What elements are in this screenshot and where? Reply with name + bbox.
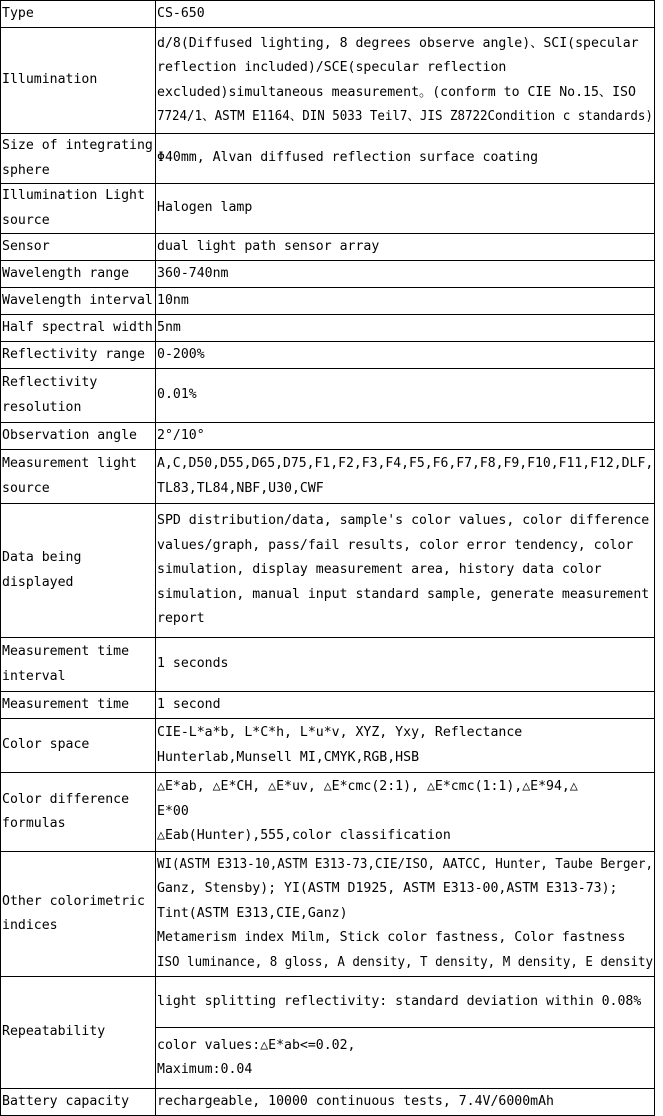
spec-value bbox=[156, 261, 655, 288]
spec-value bbox=[156, 1, 655, 28]
spec-row bbox=[1, 1, 655, 28]
spec-value-line: E*00 bbox=[157, 803, 189, 819]
spec-row bbox=[1, 134, 655, 184]
spec-value bbox=[156, 450, 655, 504]
spec-value-line: dual light path sensor array bbox=[157, 238, 380, 254]
spec-label: Size of integrating sphere bbox=[1, 134, 156, 184]
spec-value-line: △E*ab, △E*CH, △E*uv, △E*cmc(2:1), △E*cmc(1:1),△E*94,△ bbox=[157, 779, 578, 795]
spec-value-line: 2°/10° bbox=[157, 427, 205, 443]
spec-value-line: 360-740nm bbox=[157, 265, 229, 281]
spec-value-line: 5nm bbox=[157, 319, 181, 335]
spec-value bbox=[156, 369, 655, 423]
spec-value-line: CS-650 bbox=[157, 5, 205, 21]
spec-label: Measurement time interval bbox=[1, 638, 156, 692]
spec-value-line: 1 seconds bbox=[157, 656, 229, 672]
spec-row bbox=[1, 315, 655, 342]
spec-label: Illumination Light source bbox=[1, 184, 156, 234]
spec-value bbox=[156, 504, 655, 638]
spec-value bbox=[156, 342, 655, 369]
spec-row bbox=[1, 719, 655, 773]
spec-value bbox=[156, 1089, 655, 1116]
spec-value-line: SPD distribution/data, sample's color values, color difference bbox=[157, 513, 650, 529]
spec-value-line: Metamerism index Milm, Stick color fastness, Color fastness bbox=[157, 930, 626, 946]
spec-label: Illumination bbox=[1, 28, 156, 134]
spec-value-line: 10nm bbox=[157, 292, 189, 308]
spec-row bbox=[1, 638, 655, 692]
spec-row bbox=[1, 773, 655, 852]
spec-value bbox=[156, 692, 655, 719]
spec-value bbox=[156, 134, 655, 184]
spec-value bbox=[156, 719, 655, 773]
spec-value-line: Tint(ASTM E313,CIE,Ganz) bbox=[157, 905, 348, 921]
spec-value-line: Ganz, Stensby); YI(ASTM D1925, ASTM E313-00,ASTM E313-73); bbox=[157, 881, 618, 897]
spec-label: Repeatability bbox=[1, 977, 156, 1089]
spec-value bbox=[156, 184, 655, 234]
spec-value-line: WI(ASTM E313-10,ASTM E313-73,CIE/ISO, AATCC, Hunter, Taube Berger, bbox=[157, 856, 654, 872]
spec-value-line: Φ40mm, Alvan diffused reflection surface coating bbox=[157, 150, 539, 166]
spec-value-line: simulation, manual input standard sample, generate measurement bbox=[157, 586, 650, 602]
spec-label: Color difference formulas bbox=[1, 773, 156, 852]
spec-value-line: d/8(Diffused lighting, 8 degrees observe angle)、SCI(specular bbox=[157, 35, 639, 51]
spec-label: Battery capacity bbox=[1, 1089, 156, 1116]
spec-value-line: reflection included)/SCE(specular reflection bbox=[157, 60, 507, 75]
spec-label: Wavelength range bbox=[1, 261, 156, 288]
spec-value-line: ISO luminance, 8 gloss, A density, T density, M density, E density bbox=[157, 954, 654, 970]
spec-row bbox=[1, 852, 655, 977]
spec-value bbox=[156, 423, 655, 450]
spec-row bbox=[1, 369, 655, 423]
spec-label: Reflectivity resolution bbox=[1, 369, 156, 423]
spec-value-line: 0.01% bbox=[157, 387, 197, 403]
spec-label: Observation angle bbox=[1, 423, 156, 450]
spec-table-body bbox=[1, 1, 655, 1116]
spec-label: Data being displayed bbox=[1, 504, 156, 638]
spec-row bbox=[1, 288, 655, 315]
spec-row bbox=[1, 692, 655, 719]
spec-label: Measurement light source bbox=[1, 450, 156, 504]
spec-value-line: values/graph, pass/fail results, color error tendency, color bbox=[157, 537, 634, 553]
spec-value bbox=[156, 977, 655, 1028]
spec-value bbox=[156, 234, 655, 261]
spec-value-line: 1 second bbox=[157, 696, 221, 712]
spec-label: Type bbox=[1, 1, 156, 28]
spec-value-line: simulation, display measurement area, history data color bbox=[157, 562, 602, 578]
spec-value bbox=[156, 1028, 655, 1089]
spec-value bbox=[156, 288, 655, 315]
spec-value-line: light splitting reflectivity: standard deviation within 0.08% bbox=[157, 993, 642, 1009]
spec-value bbox=[156, 773, 655, 852]
spec-label: Half spectral width bbox=[1, 315, 156, 342]
spec-row bbox=[1, 423, 655, 450]
spec-value bbox=[156, 852, 655, 977]
spec-value-line: report bbox=[157, 611, 205, 627]
spec-row bbox=[1, 234, 655, 261]
spec-value bbox=[156, 638, 655, 692]
spec-row bbox=[1, 28, 655, 134]
spec-value-line: excluded)simultaneous measurement。(conform to CIE No.15、ISO bbox=[157, 84, 636, 100]
spec-label: Other colorimetric indices bbox=[1, 852, 156, 977]
spec-value-line: △Eab(Hunter),555,color classification bbox=[157, 828, 451, 844]
spec-row bbox=[1, 450, 655, 504]
spec-value-line: rechargeable, 10000 continuous tests, 7.4V/6000mAh bbox=[157, 1093, 554, 1109]
spec-value bbox=[156, 28, 655, 134]
spec-row bbox=[1, 261, 655, 288]
spec-label: Sensor bbox=[1, 234, 156, 261]
spec-row bbox=[1, 504, 655, 638]
spec-value-line: color values:△E*ab<=0.02, bbox=[157, 1037, 356, 1053]
spec-row bbox=[1, 1089, 655, 1116]
spec-row bbox=[1, 184, 655, 234]
spec-value-line: 7724/1、ASTM E1164、DIN 5033 Teil7、JIS Z8722Condition c standards) bbox=[157, 109, 653, 124]
spec-value bbox=[156, 315, 655, 342]
spec-value-line: Hunterlab,Munsell MI,CMYK,RGB,HSB bbox=[157, 749, 420, 765]
spec-value-line: 0-200% bbox=[157, 346, 205, 362]
spec-value-line: TL83,TL84,NBF,U30,CWF bbox=[157, 480, 324, 496]
spec-value-line: Halogen lamp bbox=[157, 200, 253, 216]
spec-label: Measurement time bbox=[1, 692, 156, 719]
spec-label: Color space bbox=[1, 719, 156, 773]
spec-value-line: CIE-L*a*b, L*C*h, L*u*v, XYZ, Yxy, Reflectance bbox=[157, 725, 523, 740]
spec-value-line: Maximum:0.04 bbox=[157, 1062, 253, 1077]
spec-row bbox=[1, 977, 655, 1028]
spec-row bbox=[1, 342, 655, 369]
spec-label: Reflectivity range bbox=[1, 342, 156, 369]
spec-label: Wavelength interval bbox=[1, 288, 156, 315]
spec-value-line: A,C,D50,D55,D65,D75,F1,F2,F3,F4,F5,F6,F7,F8,F9,F10,F11,F12,DLF, bbox=[157, 456, 654, 471]
